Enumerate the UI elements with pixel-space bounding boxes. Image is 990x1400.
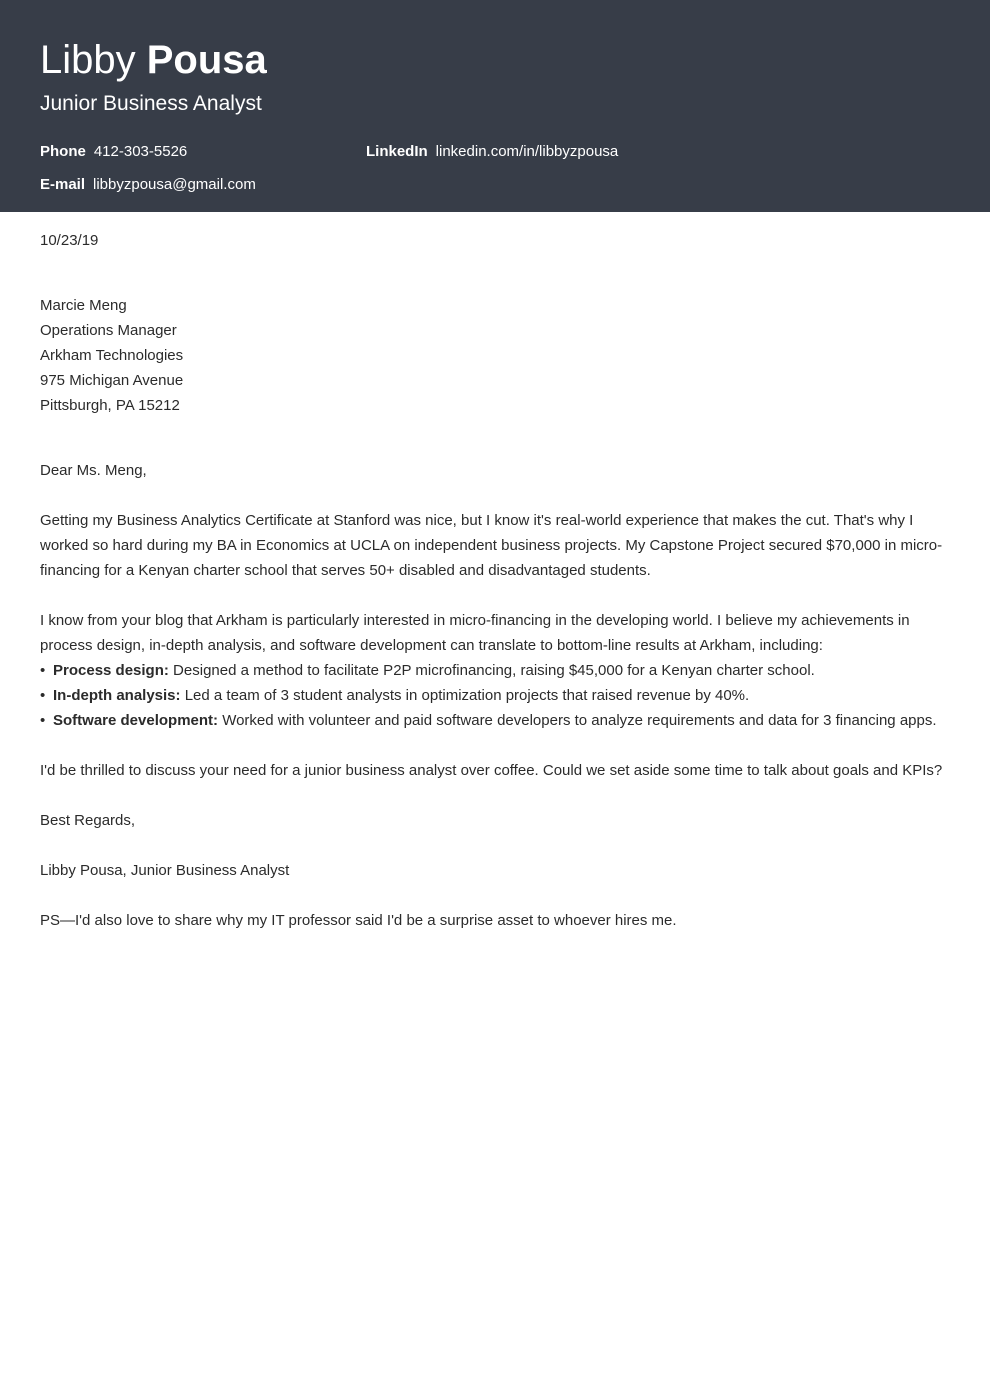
paragraph-1: Getting my Business Analytics Certificate at Stanford was nice, but I know it's real-world experience that makes the cut. That's why I worked so hard during my BA in Economics at UCLA on independent business projects. My Capstone Project secured $70,000 in micro-financing for a Kenyan charter school that serves 50+ disabled and disadvantaged students. bbox=[40, 512, 943, 579]
phone-label: Phone bbox=[40, 143, 86, 160]
recipient-city: Pittsburgh, PA 15212 bbox=[40, 397, 180, 414]
list-item bbox=[40, 658, 950, 683]
last-name: Pousa bbox=[146, 38, 267, 82]
email-link[interactable]: libbyzpousa@gmail.com bbox=[93, 176, 256, 193]
linkedin-label: LinkedIn bbox=[366, 143, 428, 160]
recipient-block bbox=[40, 293, 950, 418]
paragraph-2: I know from your blog that Arkham is particularly interested in micro-financing in the developing world. I believe my achievements in process design, in-depth analysis, and software development can translate to bottom-line results at Arkham, including: bbox=[40, 612, 910, 654]
bullet-icon: • bbox=[40, 687, 46, 704]
bullet-title: Software development: bbox=[53, 712, 219, 729]
contact-linkedin bbox=[366, 143, 618, 161]
bullet-text: Led a team of 3 student analysts in optimization projects that raised revenue by 40%. bbox=[180, 687, 750, 704]
postscript: PS—I'd also love to share why my IT professor said I'd be a surprise asset to whoever hires me. bbox=[40, 912, 677, 929]
signature: Libby Pousa, Junior Business Analyst bbox=[40, 862, 290, 879]
phone-value[interactable]: 412-303-5526 bbox=[93, 143, 188, 160]
bullet-title: Process design: bbox=[53, 662, 169, 679]
contact-phone bbox=[40, 143, 187, 161]
list-item bbox=[40, 683, 950, 708]
linkedin-link[interactable]: linkedin.com/in/libbyzpousa bbox=[435, 143, 619, 160]
header-banner bbox=[0, 0, 990, 212]
bullet-icon: • bbox=[40, 712, 46, 729]
bullet-icon: • bbox=[40, 662, 46, 679]
recipient-name: Marcie Meng bbox=[40, 297, 127, 314]
recipient-company: Arkham Technologies bbox=[40, 347, 184, 364]
list-item bbox=[40, 708, 950, 733]
recipient-street: 975 Michigan Avenue bbox=[40, 372, 184, 389]
recipient-position: Operations Manager bbox=[40, 322, 177, 339]
email-label: E-mail bbox=[40, 176, 86, 193]
closing: Best Regards, bbox=[40, 812, 136, 829]
bullet-text: Worked with volunteer and paid software developers to analyze requirements and data for 3 financing apps. bbox=[218, 712, 937, 729]
letter-date: 10/23/19 bbox=[40, 232, 99, 249]
paragraph-3: I'd be thrilled to discuss your need for a junior business analyst over coffee. Could we set aside some time to talk about goals and KPIs? bbox=[40, 762, 943, 779]
bullet-text: Designed a method to facilitate P2P microfinancing, raising $45,000 for a Kenyan charter school. bbox=[168, 662, 815, 679]
job-title: Junior Business Analyst bbox=[40, 92, 262, 115]
candidate-name bbox=[40, 38, 267, 82]
contact-email bbox=[40, 176, 256, 194]
letter-body bbox=[40, 228, 950, 958]
achievements-list bbox=[40, 658, 950, 733]
first-name: Libby bbox=[40, 38, 136, 82]
greeting: Dear Ms. Meng, bbox=[40, 462, 147, 479]
bullet-title: In-depth analysis: bbox=[53, 687, 181, 704]
